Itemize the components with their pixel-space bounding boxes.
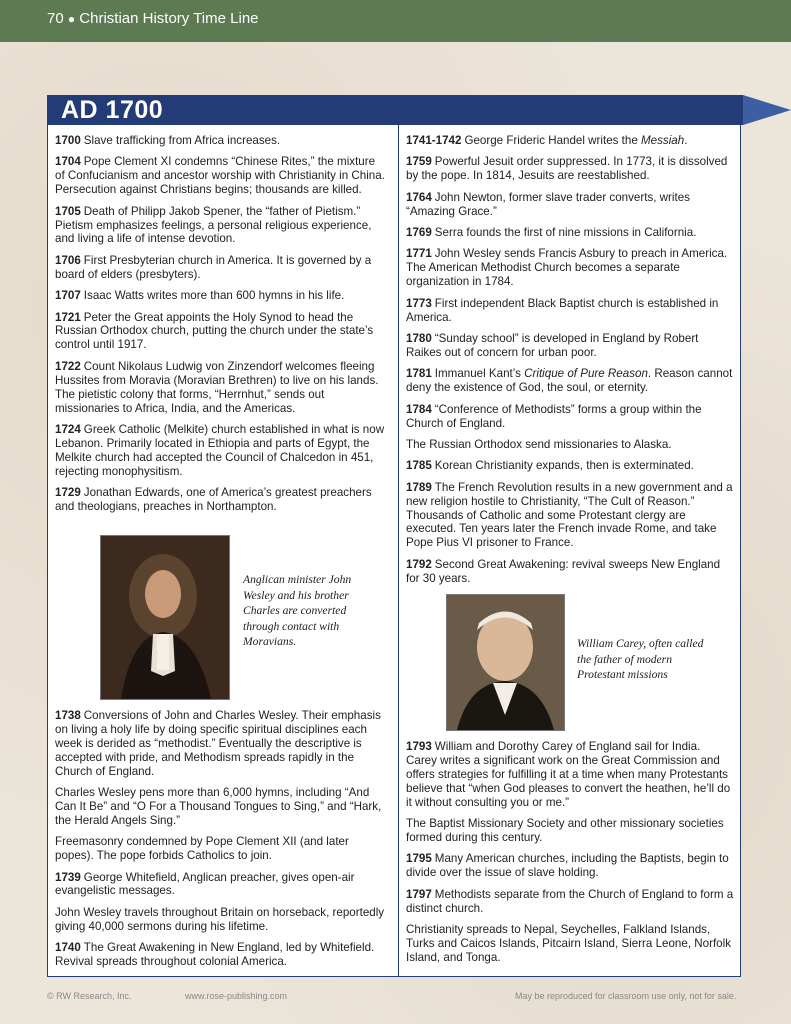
timeline-entry [406, 403, 734, 431]
left-column-bottom [55, 709, 385, 977]
timeline-entry [55, 941, 385, 969]
entry-text: Second Great Awakening: revival sweeps New England for 30 years. [406, 557, 721, 585]
header-text [47, 10, 259, 27]
entry-year: 1700 [55, 134, 81, 147]
right-column-bottom [406, 740, 734, 972]
entry-text: George Whitefield, Anglican preacher, gives open-air evangelistic messages. [55, 870, 355, 898]
entry-text: Many American churches, including the Baptists, begin to divide over the issue of slave holding. [406, 852, 729, 880]
entry-year: 1793 [406, 740, 432, 753]
entry-year: 1738 [55, 709, 81, 722]
portrait-drawing [447, 595, 564, 730]
entry-year: 1784 [406, 402, 432, 416]
column-divider [398, 125, 399, 976]
timeline-entry [55, 709, 385, 779]
footer-notice: May be reproduced for classroom use only, not for sale. [515, 991, 737, 1001]
timeline-entry [406, 155, 734, 183]
entry-text: William and Dorothy Carey of England sail for India. Carey writes a significant work on the Great Commission and offers strategies for fulfilling it at a time when many Protestants believe that “when God pleases to convert the heathen, he’ll do it without consulting you or me.” [406, 740, 731, 809]
entry-text: Powerful Jesuit order suppressed. In 1773, it is dissolved by the pope. In 1814, Jesuits are reestablished. [406, 155, 728, 183]
entry-text: Serra founds the first of nine missions in California. [434, 226, 697, 240]
entry-italic-title: Critique of Pure Reason [524, 367, 648, 381]
entry-text: John Wesley sends Francis Asbury to preach in America. The American Methodist Church becomes a separate organization in 1784. [406, 247, 728, 289]
timeline-entry [55, 134, 385, 148]
entry-text: Isaac Watts writes more than 600 hymns in his life. [83, 289, 345, 303]
entry-text: The Great Awakening in New England, led by Whitefield. Revival spreads throughout colonial America. [55, 941, 375, 969]
timeline-entry [55, 254, 385, 282]
entry-text-after: . Reason cannot deny the existence of God, the soul, or eternity. [406, 367, 733, 395]
entry-text: Death of Philipp Jakob Spener, the “father of Pietism.” Pietism emphasizes feelings, a personal religious experience, and living a life of intense devotion. [55, 204, 372, 246]
entry-year: 1759 [406, 155, 432, 169]
timeline-entry [55, 486, 385, 514]
entry-text: First Presbyterian church in America. It is governed by a board of elders (presbyters). [55, 253, 372, 281]
footer-website[interactable]: www.rose-publishing.com [185, 991, 288, 1001]
entry-year: 1740 [55, 941, 81, 955]
entry-year: 1781 [406, 367, 432, 381]
timeline-entry [406, 247, 734, 289]
left-entries-top [55, 134, 385, 514]
right-entries-bottom [406, 740, 734, 965]
john-wesley-portrait [100, 535, 230, 700]
entry-year: 1706 [55, 253, 81, 267]
entry-text: The French Revolution results in a new government and a new religion hostile to Christianity, “The Cult of Reason.” Thousands of Catholic and some Protestant clergy are executed. Ten years later the French invade Rome, and take Pope Pius VI prisoner to France. [406, 480, 733, 550]
page-number: 70 [47, 10, 64, 27]
entry-text: Freemasonry condemned by Pope Clement XII (and later popes). The pope forbids Catholics to join. [55, 835, 349, 863]
entry-text: Methodists separate from the Church of England to form a distinct church. [406, 887, 734, 915]
entry-year: 1764 [406, 190, 432, 204]
entry-text: “Conference of Methodists” forms a group within the Church of England. [406, 402, 702, 430]
timeline-entry [406, 923, 734, 965]
william-carey-portrait [446, 594, 565, 731]
left-entries-bottom [55, 709, 385, 969]
timeline-entry [406, 852, 734, 880]
entry-italic-title: Messiah [641, 134, 685, 147]
page-header [0, 0, 791, 42]
right-column [406, 134, 734, 593]
entry-text: Slave trafficking from Africa increases. [83, 134, 281, 147]
timeline-entry [406, 817, 734, 845]
entry-year: 1741-1742 [406, 134, 462, 147]
entry-year: 1771 [406, 247, 432, 261]
timeline-entry [406, 191, 734, 219]
timeline-entry [406, 134, 734, 148]
timeline-entry [55, 423, 385, 479]
timeline-entry [55, 155, 385, 197]
footer-copyright: © RW Research, Inc. [47, 991, 132, 1001]
entry-year: 1705 [55, 204, 81, 218]
entry-year: 1785 [406, 459, 432, 473]
entry-text: Charles Wesley pens more than 6,000 hymns, including “And Can It Be” and “O For a Thousand Tongues to Sing,” and “Hark, the Herald Angels Sing.” [55, 786, 382, 827]
entry-text: Greek Catholic (Melkite) church established in what is now Lebanon. Primarily located in Ethiopia and parts of Egypt, the Melkite church had accepted the Council of Chalcedon in 451, rejecting monophysitism. [55, 422, 385, 478]
entry-year: 1739 [55, 870, 81, 884]
entry-year: 1789 [406, 480, 432, 494]
timeline-entry [55, 871, 385, 899]
bullet-icon: ● [67, 12, 76, 26]
timeline-entry [55, 835, 385, 863]
era-title: AD 1700 [61, 96, 164, 124]
entry-text: Conversions of John and Charles Wesley. Their emphasis on living a holy life by doing specific spiritual disciplines each week is derided as “methodist.” Eventually the descriptive is accepted with pride, and Methodism spreads rapidly in the Church of England. [55, 709, 381, 778]
entry-text: Jonathan Edwards, one of America’s greatest preachers and theologians, preaches in Northampton. [55, 486, 372, 513]
timeline-entry [406, 481, 734, 551]
entry-year: 1795 [406, 852, 432, 866]
entry-year: 1792 [406, 557, 432, 571]
entry-text: Count Nikolaus Ludwig von Zinzendorf welcomes fleeing Hussites from Moravia (Moravian Brethren) to live on his lands. The pietistic colony that forms, “Herrnhut,” sends out missionaries to Africa, India, and the Americas. [55, 359, 379, 415]
section-title: Christian History Time Line [79, 10, 259, 27]
right-entries-top [406, 134, 734, 586]
timeline-entry [406, 367, 734, 395]
entry-year: 1722 [55, 359, 81, 373]
timeline-entry [406, 888, 734, 916]
entry-text: The Russian Orthodox send missionaries to Alaska. [406, 437, 672, 451]
entry-year: 1780 [406, 331, 432, 345]
timeline-entry [406, 438, 734, 452]
banner-arrow-icon [743, 95, 791, 125]
timeline-entry [55, 360, 385, 416]
entry-year: 1721 [55, 310, 81, 324]
wesley-caption: Anglican minister John Wesley and his brother Charles are converted through contact with Moravians. [243, 573, 352, 648]
entry-text: Pope Clement XI condemns “Chinese Rites,” the mixture of Confucianism and ancestor worship with Christianity in China. Persecution against Christians begins; thousands are killed. [55, 155, 385, 197]
timeline-entry [55, 289, 385, 303]
timeline-entry [55, 906, 385, 934]
timeline-entry [55, 311, 385, 353]
entry-year: 1704 [55, 155, 81, 169]
entry-text: Immanuel Kant’s [434, 367, 525, 381]
timeline-entry [406, 459, 734, 473]
entry-text: “Sunday school” is developed in England by Robert Raikes out of concern for urban poor. [406, 331, 699, 359]
entry-text: John Wesley travels throughout Britain on horseback, reportedly giving 40,000 sermons during his lifetime. [55, 905, 385, 933]
timeline-entry [406, 332, 734, 360]
timeline-entry [406, 558, 734, 586]
entry-text: John Newton, former slave trader converts, writes “Amazing Grace.” [406, 190, 690, 218]
entry-text-after: . [684, 134, 688, 147]
entry-year: 1729 [55, 486, 81, 500]
entry-year: 1797 [406, 887, 432, 901]
portrait-drawing [101, 536, 229, 699]
entry-year: 1724 [55, 422, 81, 436]
entry-text: Korean Christianity expands, then is exterminated. [434, 459, 694, 473]
timeline-entry [55, 786, 385, 828]
era-banner [47, 95, 743, 125]
left-column [55, 134, 385, 521]
entry-text: George Frideric Handel writes the [464, 134, 642, 147]
entry-text: First independent Black Baptist church is established in America. [406, 296, 719, 324]
timeline-entry [55, 205, 385, 247]
entry-text: Peter the Great appoints the Holy Synod to head the Russian Orthodox church, putting the church under the state’s control until 1917. [55, 310, 374, 352]
entry-year: 1707 [55, 289, 81, 303]
entry-year: 1769 [406, 226, 432, 240]
timeline-entry [406, 297, 734, 325]
carey-caption: William Carey, often called the father of modern Protestant missions [577, 637, 704, 681]
timeline-entry [406, 226, 734, 240]
entry-year: 1773 [406, 296, 432, 310]
entry-text: The Baptist Missionary Society and other missionary societies formed during this century. [406, 817, 724, 844]
entry-text: Christianity spreads to Nepal, Seychelles, Falkland Islands, Turks and Caicos Islands, Pitcairn Island, Sierra Leone, Norfolk Island, and Tonga. [406, 922, 731, 964]
timeline-entry [406, 740, 734, 810]
